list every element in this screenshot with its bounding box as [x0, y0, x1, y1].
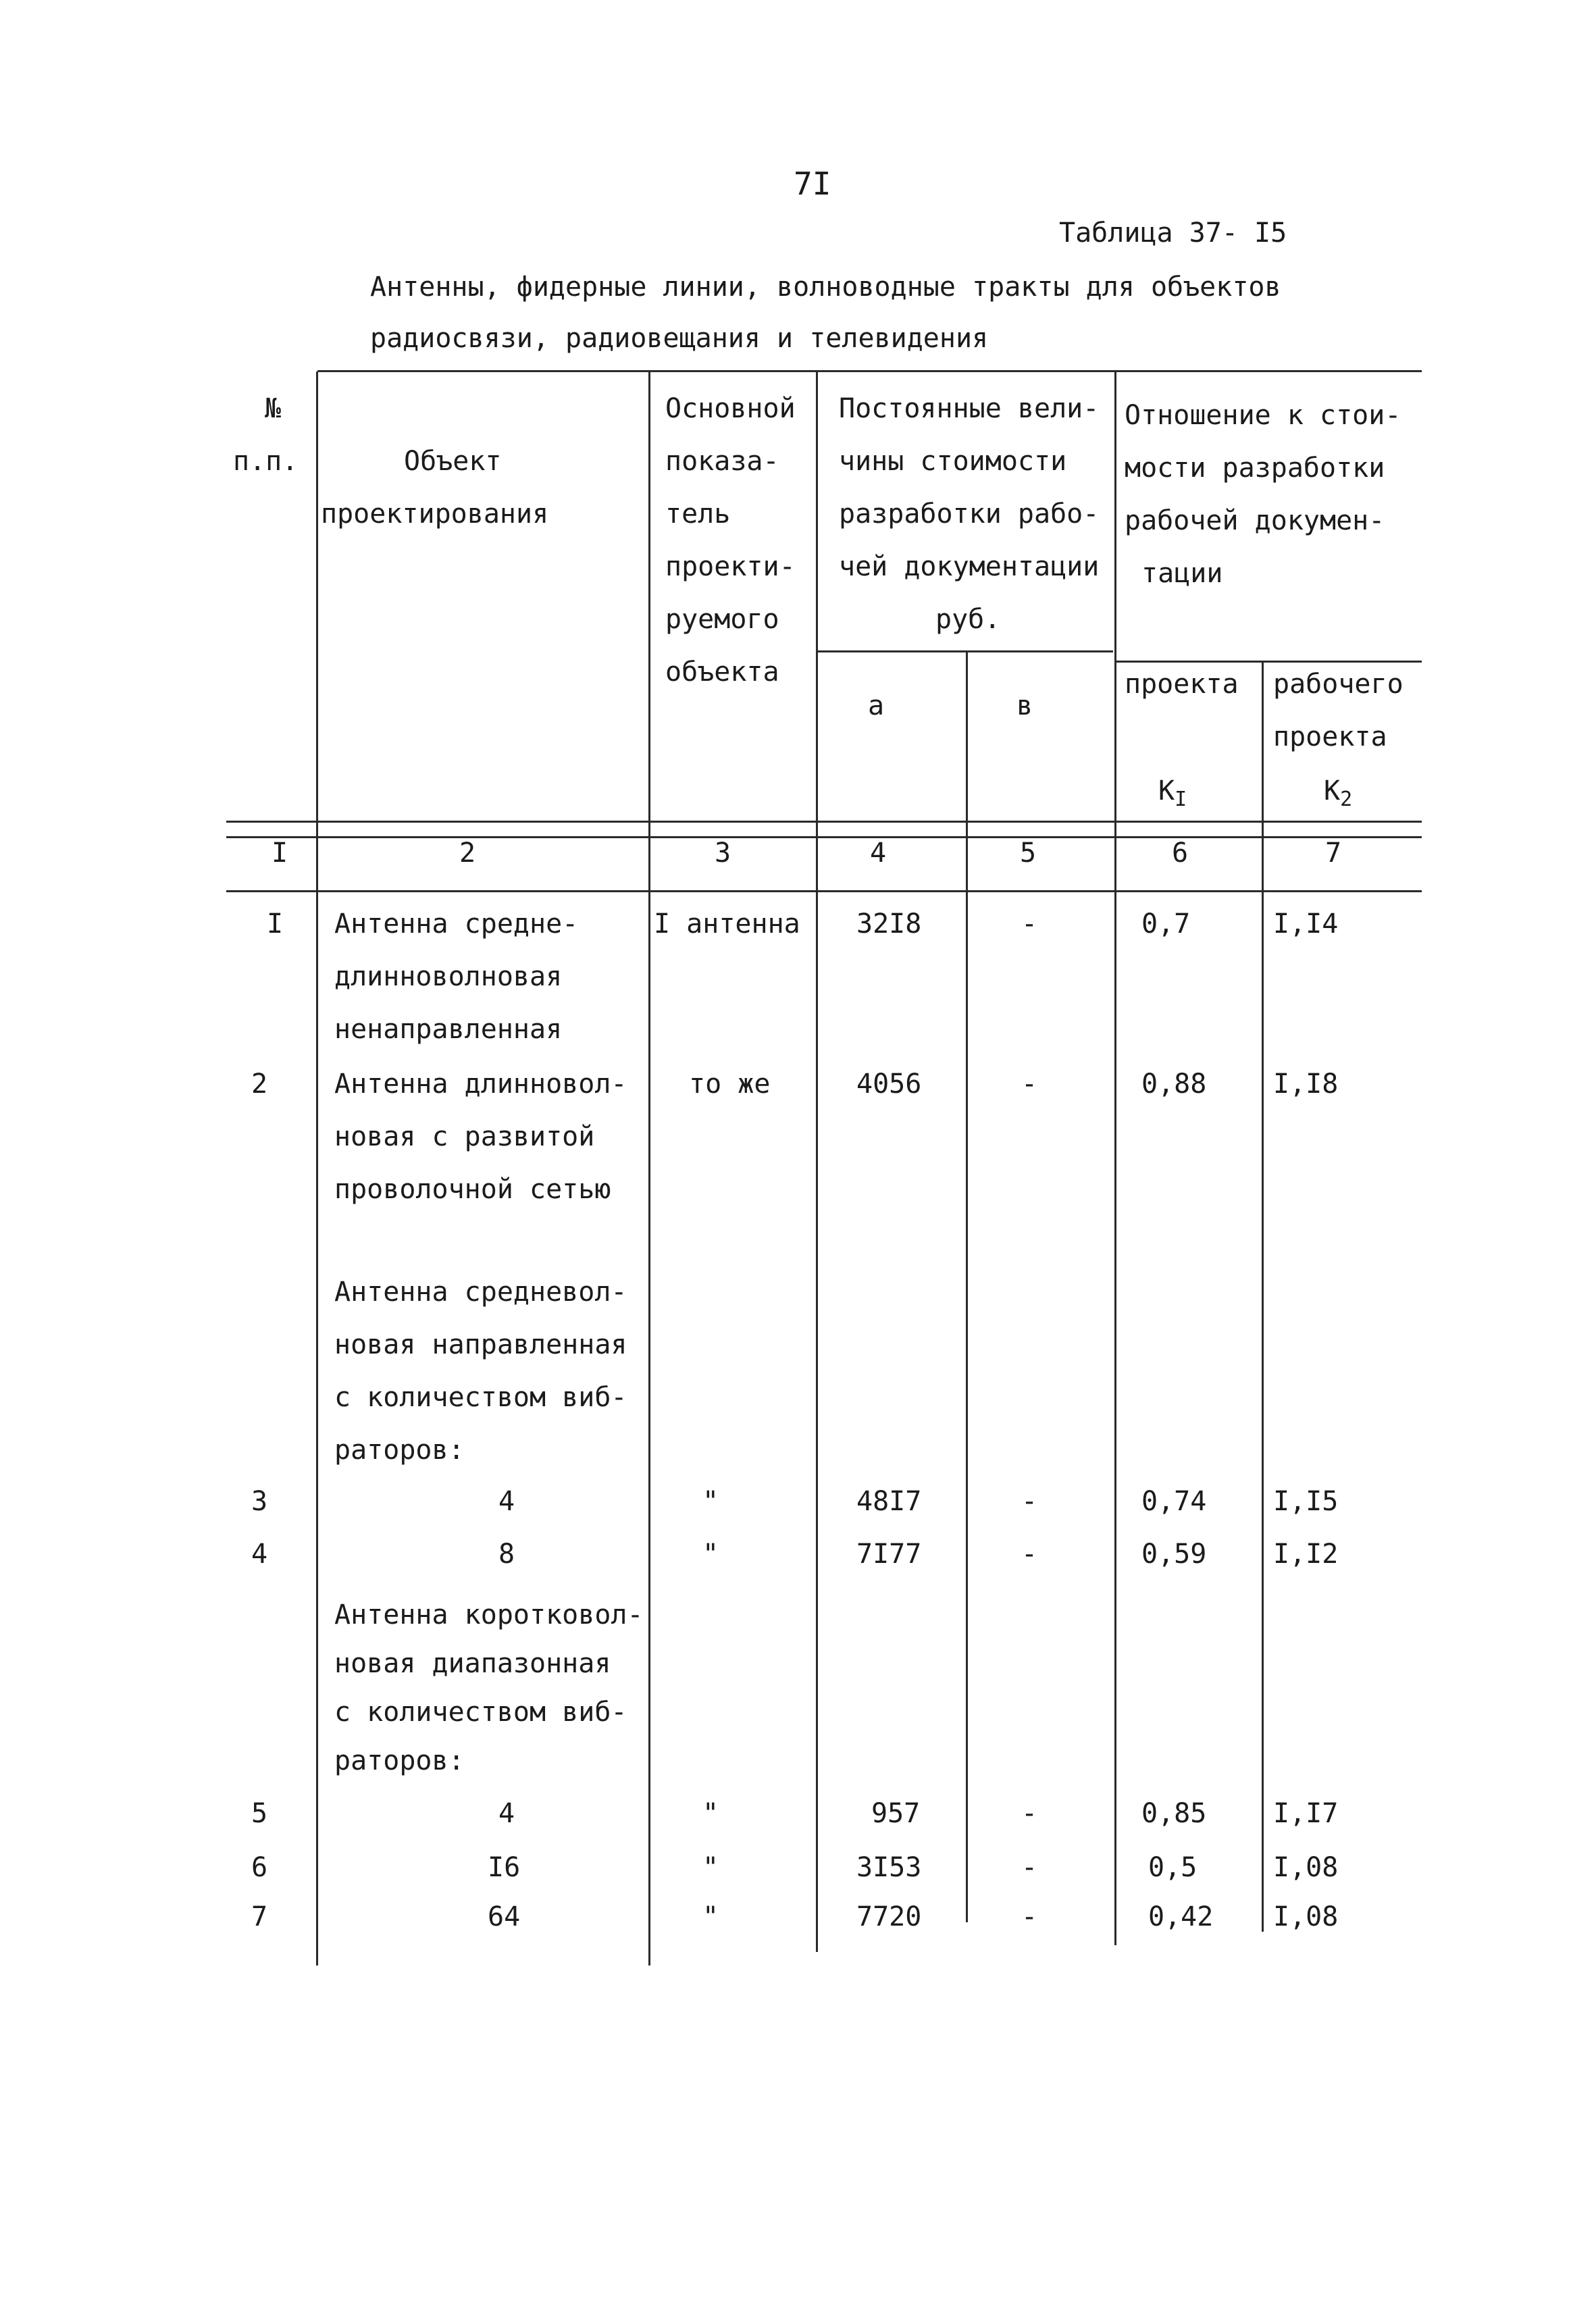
colnum-1: I [272, 838, 288, 869]
group-mw-line-2: новая направленная [334, 1329, 627, 1360]
row-5-object: 4 [498, 1798, 515, 1829]
row-4-num: 4 [251, 1539, 268, 1570]
header-indicator-line-4: проекти- [665, 551, 796, 582]
group-mw-line-4: раторов: [334, 1435, 465, 1466]
row-7-a: 7720 [856, 1901, 922, 1932]
header-k1-symbol: $К_I$ [1158, 775, 1187, 811]
header-num-abbr: п.п. [233, 446, 299, 477]
header-cost-unit: руб. [935, 604, 1001, 635]
colnum-7: 7 [1325, 838, 1342, 869]
header-num-symbol: № [265, 393, 282, 424]
row-1-num: I [267, 908, 284, 940]
row-4-b: - [1021, 1539, 1038, 1570]
rule-header-bottom [226, 821, 1422, 823]
row-2-indicator: то же [689, 1069, 771, 1100]
row-5-a: 957 [871, 1798, 921, 1829]
row-3-b: - [1021, 1486, 1038, 1517]
header-ratio-line-3: рабочей докумен- [1125, 505, 1385, 536]
header-indicator-line-6: объекта [665, 657, 779, 688]
header-k2-label-1: рабочего [1273, 669, 1404, 700]
vline-6 [1262, 662, 1264, 1932]
row-1-object-line-3: ненаправленная [334, 1014, 563, 1045]
row-1-object-line-1: Антенна средне- [334, 908, 579, 940]
rule-sub-ratio [1114, 661, 1422, 663]
row-3-object: 4 [498, 1486, 515, 1517]
rule-numbers-bottom [226, 890, 1422, 892]
header-ratio-line-2: мости разработки [1125, 453, 1385, 484]
row-4-object: 8 [498, 1539, 515, 1570]
row-7-num: 7 [251, 1901, 268, 1932]
row-6-a: 3I53 [856, 1852, 922, 1883]
vline-3 [816, 371, 818, 1952]
row-3-indicator: " [702, 1486, 719, 1517]
row-2-b: - [1021, 1069, 1038, 1100]
row-1-object-line-2: длинноволновая [334, 961, 563, 992]
row-7-k2: I,08 [1273, 1901, 1339, 1932]
row-2-k2: I,I8 [1273, 1069, 1339, 1100]
header-ratio-line-1: Отношение к стои- [1125, 400, 1401, 431]
row-6-indicator: " [702, 1852, 719, 1883]
header-cost-line-1: Постоянные вели- [839, 393, 1100, 424]
group-sw-line-3: с количеством виб- [334, 1697, 627, 1728]
row-3-k2: I,I5 [1273, 1486, 1339, 1517]
header-k2-symbol: $К_2$ [1324, 775, 1353, 811]
table-title-line-2: радиосвязи, радиовещания и телевидения [370, 323, 989, 354]
vline-4 [966, 652, 968, 1922]
colnum-4: 4 [870, 838, 887, 869]
row-1-a: 32I8 [856, 908, 922, 940]
table-label: Таблица 37- I5 [1059, 217, 1287, 249]
row-7-b: - [1021, 1901, 1038, 1932]
group-mw-line-1: Антенна средневол- [334, 1277, 627, 1308]
row-5-k1: 0,85 [1141, 1798, 1207, 1829]
vline-1 [316, 371, 318, 1965]
vline-2 [648, 371, 650, 1965]
header-ratio-line-4: тации [1141, 558, 1223, 589]
header-cost-line-2: чины стоимости [839, 446, 1067, 477]
row-3-a: 48I7 [856, 1486, 922, 1517]
row-2-k1: 0,88 [1141, 1069, 1207, 1100]
row-2-object-line-1: Антенна длинновол- [334, 1069, 627, 1100]
header-cost-line-4: чей документации [839, 551, 1100, 582]
colnum-5: 5 [1020, 838, 1037, 869]
row-3-num: 3 [251, 1486, 268, 1517]
row-5-num: 5 [251, 1798, 268, 1829]
row-6-k2: I,08 [1273, 1852, 1339, 1883]
row-7-object: 64 [488, 1901, 521, 1932]
header-col-b: в [1016, 690, 1033, 721]
page-number: 7I [794, 165, 831, 202]
row-2-a: 4056 [856, 1069, 922, 1100]
header-k1-label: проекта [1125, 669, 1239, 700]
row-5-k2: I,I7 [1273, 1798, 1339, 1829]
row-5-indicator: " [702, 1798, 719, 1829]
group-sw-line-2: новая диапазонная [334, 1648, 611, 1679]
row-1-k2: I,I4 [1273, 908, 1339, 940]
row-6-b: - [1021, 1852, 1038, 1883]
row-6-k1: 0,5 [1148, 1852, 1198, 1883]
header-indicator-line-5: руемого [665, 604, 779, 635]
row-4-indicator: " [702, 1539, 719, 1570]
colnum-3: 3 [715, 838, 731, 869]
rule-header-bottom-2 [226, 836, 1422, 838]
vline-5 [1114, 371, 1116, 1945]
row-2-num: 2 [251, 1069, 268, 1100]
colnum-2: 2 [459, 838, 476, 869]
row-2-object-line-2: новая с развитой [334, 1121, 595, 1152]
row-2-object-line-3: проволочной сетью [334, 1174, 611, 1205]
header-cost-line-3: разработки рабо- [839, 498, 1100, 530]
row-1-k1: 0,7 [1141, 908, 1191, 940]
header-indicator-line-3: тель [665, 498, 731, 530]
colnum-6: 6 [1172, 838, 1189, 869]
header-indicator-line-2: показа- [665, 446, 779, 477]
row-1-indicator: I антенна [654, 908, 800, 940]
group-sw-line-4: раторов: [334, 1745, 465, 1776]
row-7-indicator: " [702, 1901, 719, 1932]
group-sw-line-1: Антенна коротковол- [334, 1599, 644, 1630]
row-6-num: 6 [251, 1852, 268, 1883]
header-k2-label-2: проекта [1273, 721, 1387, 752]
group-mw-line-3: с количеством виб- [334, 1382, 627, 1413]
header-object-line-1: Объект [404, 446, 502, 477]
header-col-a: а [868, 690, 885, 721]
table-title-line-1: Антенны, фидерные линии, волноводные тракты для объектов [370, 272, 1281, 303]
header-object-line-2: проектирования [321, 498, 549, 530]
header-indicator-line-1: Основной [665, 393, 796, 424]
rule-top [317, 370, 1422, 372]
row-4-a: 7I77 [856, 1539, 922, 1570]
row-3-k1: 0,74 [1141, 1486, 1207, 1517]
row-7-k1: 0,42 [1148, 1901, 1214, 1932]
row-5-b: - [1021, 1798, 1038, 1829]
row-4-k1: 0,59 [1141, 1539, 1207, 1570]
rule-sub-cost [816, 650, 1113, 652]
row-6-object: I6 [488, 1852, 521, 1883]
row-1-b: - [1021, 908, 1038, 940]
row-4-k2: I,I2 [1273, 1539, 1339, 1570]
